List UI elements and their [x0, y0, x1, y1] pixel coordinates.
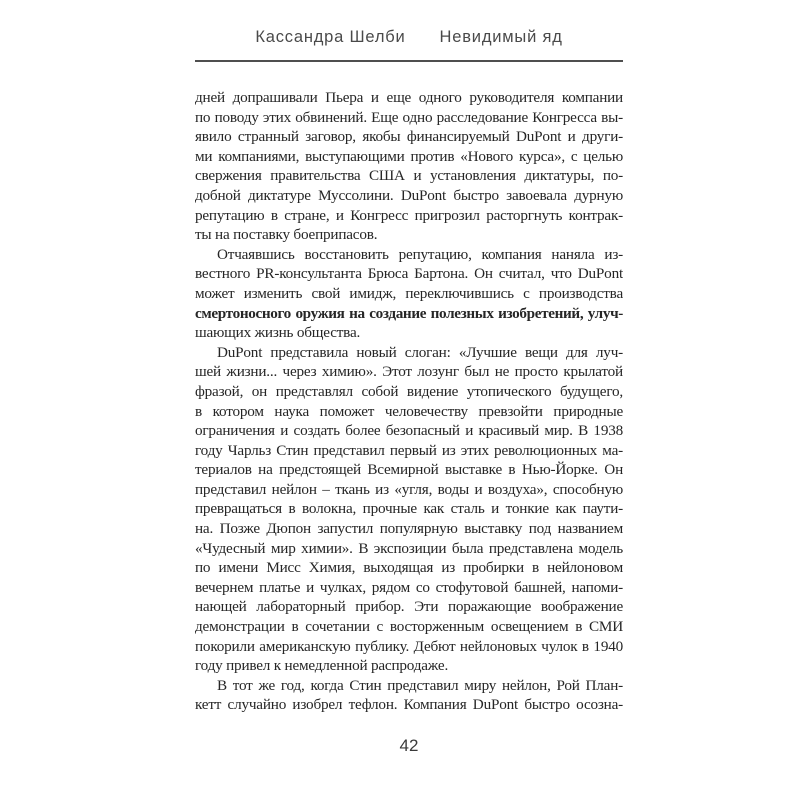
text-line: фразой, он представлял собой видение утопического будущего, [195, 382, 623, 400]
text-line: превращаться в волокна, прочные как сталь и тонкие как паути- [195, 500, 623, 518]
text-line: В тот же год, когда Стин представил миру нейлон, Рой План- [217, 676, 623, 694]
page-footer [195, 736, 623, 756]
text-line: покорили американскую публику. Дебют нейлоновых чулок в 1940 [195, 637, 623, 655]
text-line: году Чарльз Стин представил первый из этих революционных ма- [195, 441, 623, 459]
text-line: в котором наука поможет человечеству превзойти природные [195, 402, 623, 420]
text-line: ми компаниями, выступающими против «Нового курса», с целью [195, 147, 623, 165]
text-line: DuPont представила новый слоган: «Лучшие вещи для луч- [217, 343, 623, 361]
running-header-title: Невидимый яд [439, 28, 563, 46]
text-line: свержения правительства США и установления диктатуры, по- [195, 167, 623, 185]
text-line: Отчаявшись восстановить репутацию, компания наняла из- [217, 245, 623, 263]
text-line: нающей лабораторный прибор. Эти поражающие воображение [195, 598, 623, 616]
text-line: представил нейлон – ткань из «угля, воды и воздуха», способную [195, 480, 623, 498]
text-line: вечернем платье и чулках, рядом со стофутовой башней, напоми- [195, 578, 623, 596]
header-rule [195, 60, 623, 62]
text-line: по имени Мисс Химия, выходящая из пробирки в нейлоновом [195, 559, 623, 577]
text-line: шающих жизнь общества. [195, 324, 361, 342]
text-line: репутацию в стране, и Конгресс пригрозил расторгнуть контрак- [195, 206, 623, 224]
text-line: может изменить свой имидж, переключившись с производства [195, 284, 623, 302]
text-line: смертоносного оружия на создание полезных изобретений, улуч- [195, 304, 623, 322]
running-header-author: Кассандра Шелби [255, 28, 406, 46]
text-line: дней допрашивали Пьера и еще одного руководителя компании [195, 89, 623, 106]
text-line: териалов на предстоящей Всемирной выставке в Нью-Йорке. Он [195, 461, 623, 479]
text-line: демонстрации в сочетании с восторженным освещением в СМИ [195, 618, 623, 636]
text-line: по поводу этих обвинений. Еще одно расследование Конгресса вы- [195, 108, 623, 126]
running-header [195, 28, 623, 47]
text-line: добной диктатуре Муссолини. DuPont быстро завоевала дурную [195, 186, 623, 204]
text-line: ты на поставку боеприпасов. [195, 226, 378, 244]
text-line: «Чудесный мир химии». В экспозиции была представлена модель [195, 539, 623, 557]
text-line: на. Позже Дюпон запустил популярную выставку под названием [195, 520, 623, 538]
page-number: 42 [399, 736, 419, 755]
text-line: кетт случайно изобрел тефлон. Компания DuPont быстро осозна- [195, 696, 623, 714]
text-line: году привел к немедленной распродаже. [195, 657, 449, 675]
text-line: ограничения и создать более безопасный и красивый мир. В 1938 [195, 422, 623, 440]
text-line: явило странный заговор, якобы финансируемый DuPont и други- [195, 128, 623, 146]
body-text [195, 88, 623, 715]
text-line: вестного PR-консультанта Брюса Бартона. Он считал, что DuPont [195, 265, 623, 283]
text-line: шей жизни... через химию». Этот лозунг был не просто крылатой [195, 363, 623, 381]
